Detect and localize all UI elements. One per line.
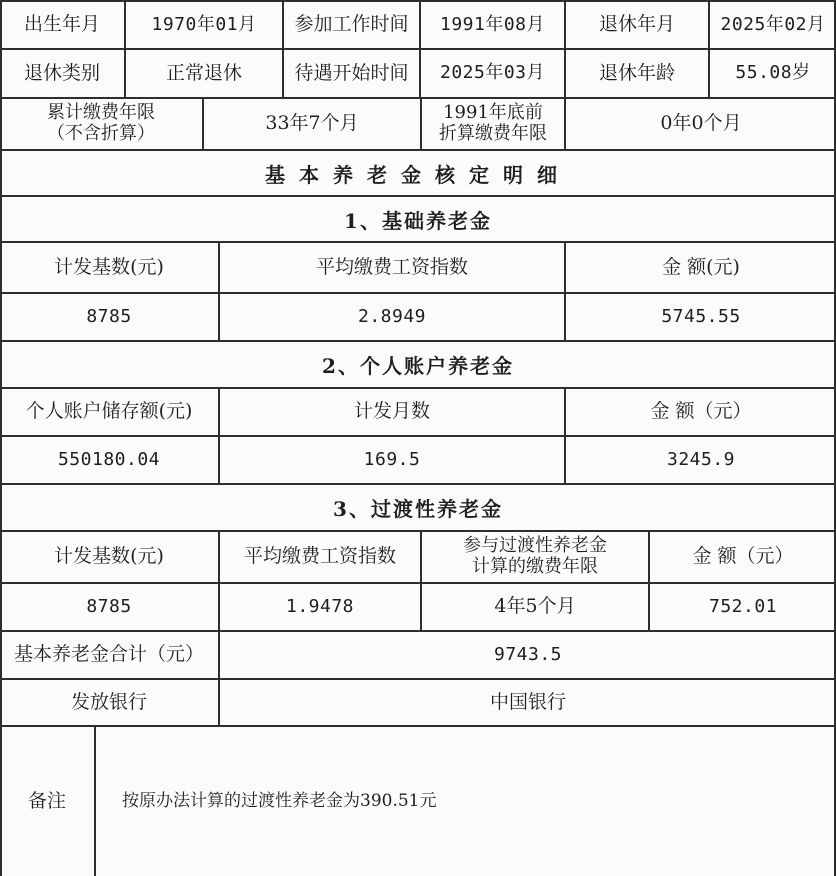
section2-amount-value: 3245.9 — [564, 437, 836, 483]
section3-header-row — [0, 532, 836, 584]
section2-col2-header: 计发月数 — [218, 389, 564, 435]
section1-col3-header: 金 额(元) — [564, 243, 836, 292]
section3-col2-header: 平均缴费工资指数 — [218, 532, 420, 582]
total-value: 9743.5 — [218, 632, 836, 678]
remark-label: 备注 — [27, 789, 66, 812]
section1-heading-row — [0, 197, 836, 243]
section1-amount-value: 5745.55 — [564, 294, 836, 340]
remark-row — [0, 727, 836, 876]
retire-month-label: 退休年月 — [564, 2, 708, 48]
total-label: 基本养老金合计（元） — [13, 643, 204, 666]
pre1991-years-value: 0年0个月 — [564, 99, 836, 149]
page-title: 基本养老金核定明细 — [265, 162, 571, 187]
section1-value-row — [0, 294, 836, 342]
header-row-1 — [0, 0, 836, 50]
section2-value-row — [0, 437, 836, 485]
retire-age-label: 退休年龄 — [564, 50, 708, 97]
total-row — [0, 632, 836, 680]
birth-label: 出生年月 — [23, 13, 100, 36]
section1-col1-header: 计发基数(元) — [54, 255, 164, 278]
section1-header-row — [0, 243, 836, 294]
bank-row — [0, 680, 836, 727]
section2-heading: 2、个人账户养老金 — [322, 354, 514, 378]
remark-text: 按原办法计算的过渡性养老金为390.51元 — [94, 727, 836, 876]
header-row-3 — [0, 99, 836, 151]
section3-col4-header: 金 额（元） — [648, 532, 836, 582]
work-start-value: 1991年08月 — [419, 2, 564, 48]
section2-header-row — [0, 389, 836, 437]
section2-balance-value: 550180.04 — [57, 448, 161, 470]
retire-age-value: 55.08岁 — [708, 50, 836, 97]
benefit-start-value: 2025年03月 — [419, 50, 564, 97]
bank-value: 中国银行 — [218, 680, 836, 725]
birth-value: 1970年01月 — [124, 2, 282, 48]
section3-col3-header: 参与过渡性养老金 计算的缴费年限 — [420, 532, 648, 582]
benefit-start-label: 待遇开始时间 — [282, 50, 419, 97]
retire-month-value: 2025年02月 — [708, 2, 836, 48]
table-left-border — [0, 0, 2, 876]
section3-col1-header: 计发基数(元) — [54, 545, 164, 568]
work-start-label: 参加工作时间 — [282, 2, 419, 48]
pre1991-years-label: 1991年底前 折算缴费年限 — [420, 99, 564, 149]
total-years-value: 33年7个月 — [202, 99, 420, 149]
retire-type-label: 退休类别 — [23, 61, 100, 84]
bank-label: 发放银行 — [70, 690, 147, 713]
header-row-2 — [0, 50, 836, 99]
section3-value-row — [0, 584, 836, 632]
section1-col2-header: 平均缴费工资指数 — [218, 243, 564, 292]
section1-index-value: 2.8949 — [218, 294, 564, 340]
section1-base-value: 8785 — [86, 305, 132, 327]
title-row — [0, 151, 836, 197]
total-years-label: 累计缴费年限 （不含折算） — [47, 102, 155, 144]
section3-heading-row — [0, 485, 836, 532]
section2-heading-row — [0, 342, 836, 389]
section2-col3-header: 金 额（元） — [564, 389, 836, 435]
section2-col1-header: 个人账户储存额(元) — [25, 400, 193, 423]
section3-index-value: 1.9478 — [218, 584, 420, 630]
retire-type-value: 正常退休 — [124, 50, 282, 97]
section3-base-value: 8785 — [86, 595, 132, 617]
section1-heading: 1、基础养老金 — [344, 208, 492, 233]
section2-months-value: 169.5 — [218, 437, 564, 483]
section3-heading: 3、过渡性养老金 — [333, 497, 503, 521]
section3-years-value: 4年5个月 — [420, 584, 648, 630]
section3-amount-value: 752.01 — [648, 584, 836, 630]
